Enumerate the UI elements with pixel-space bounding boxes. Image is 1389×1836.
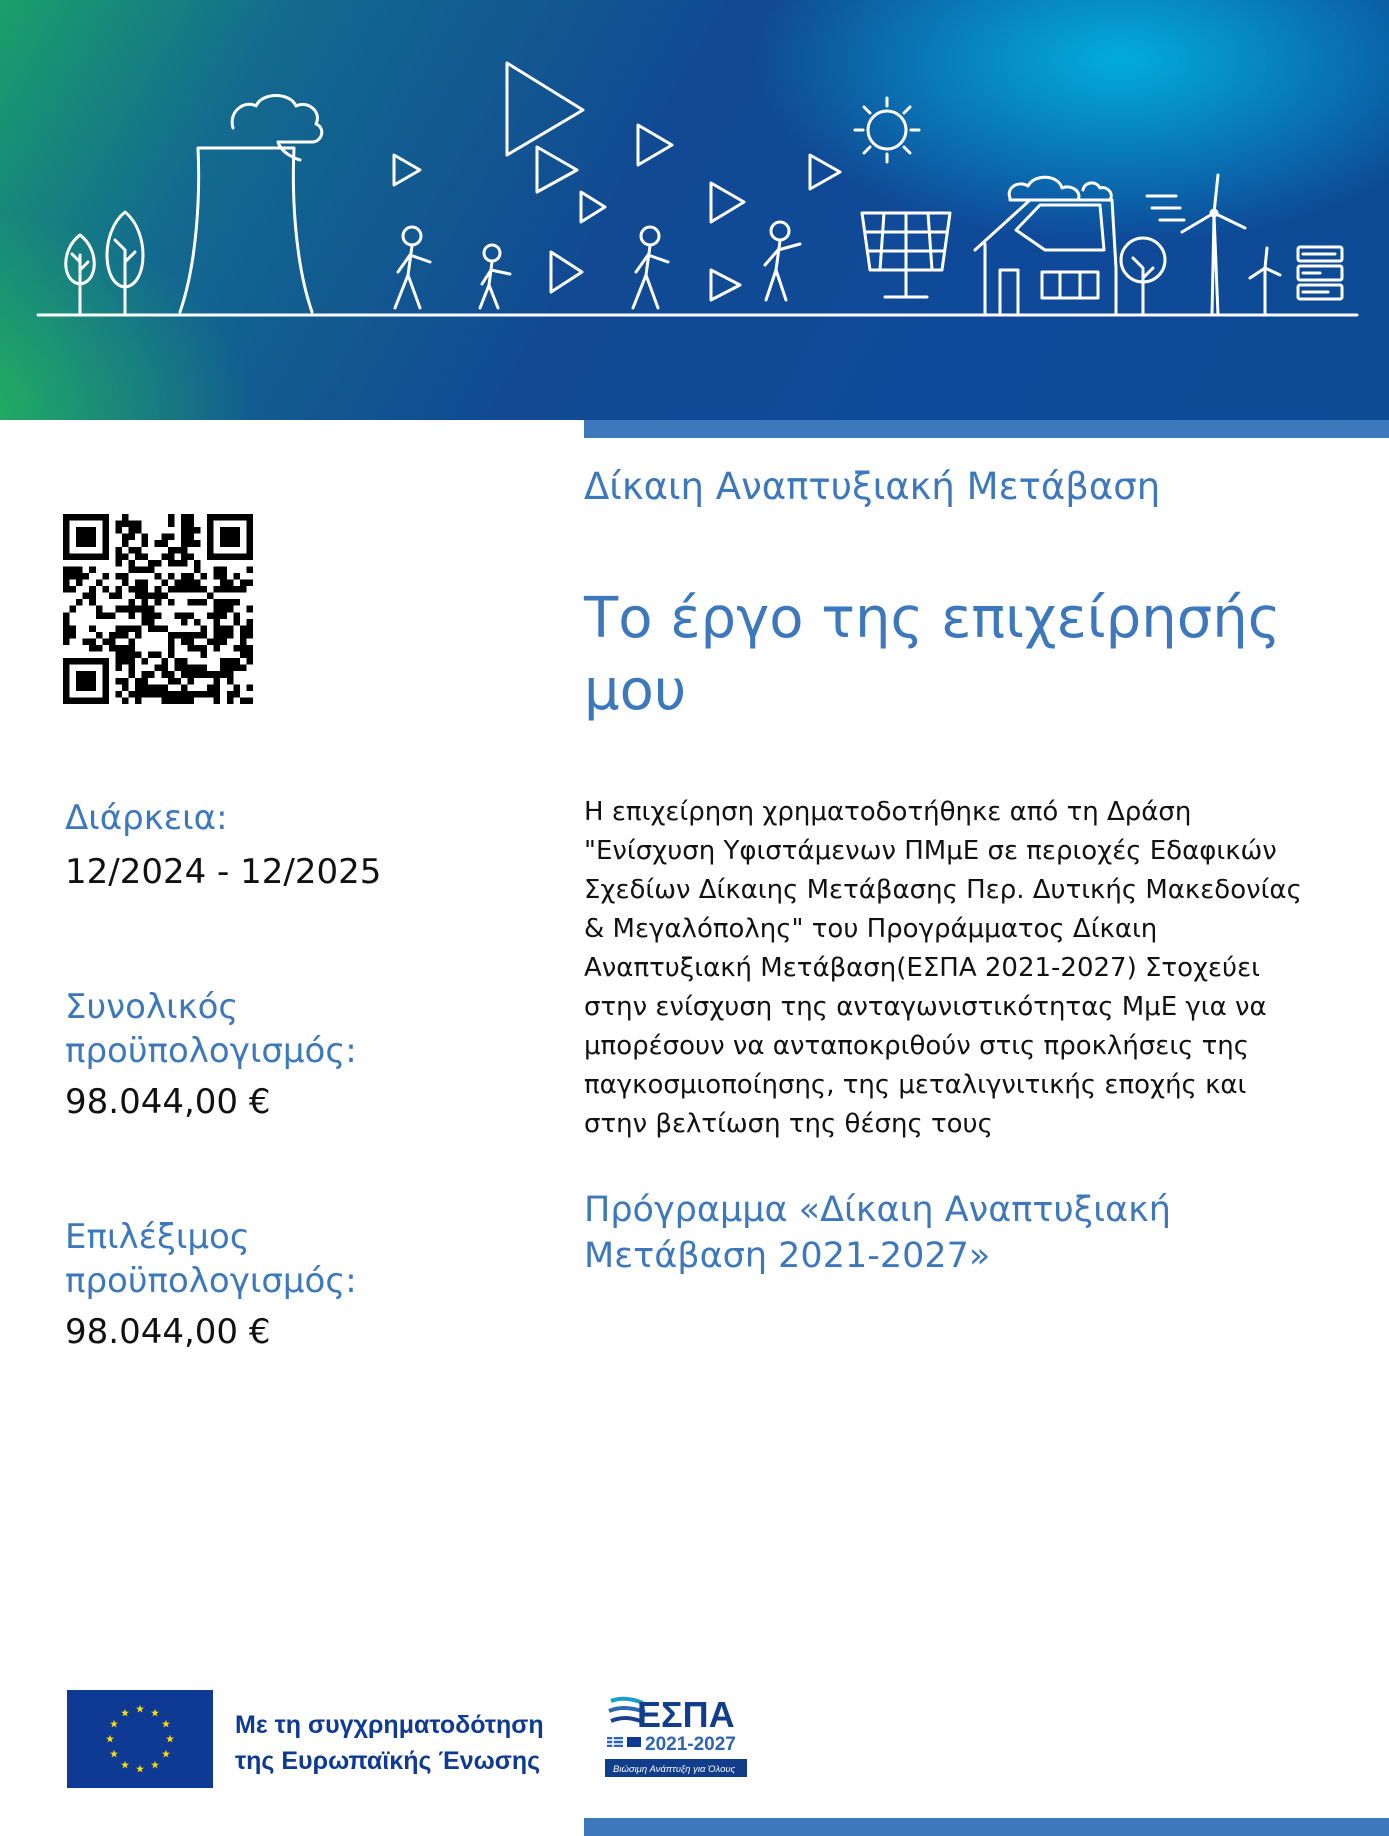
program-footer xyxy=(584,1187,1284,1279)
duration-label: Διάρκεια: xyxy=(65,798,228,838)
espa-logo-text: ΕΣΠΑ xyxy=(637,1694,735,1735)
project-title xyxy=(584,583,1344,727)
banner-illustration xyxy=(0,0,1389,420)
description-line: Αναπτυξιακή Μετάβαση(ΕΣΠΑ 2021-2027) Στοχεύει xyxy=(584,953,1260,983)
total-budget-value: 98.044,00 € xyxy=(65,1082,271,1122)
eu-flag-logo xyxy=(67,1690,213,1788)
program-footer-line2: Μετάβαση 2021-2027» xyxy=(584,1236,991,1276)
eu-star-icon xyxy=(151,1709,159,1717)
accent-bar-top xyxy=(584,420,1389,438)
tree-icon xyxy=(66,235,95,315)
house-icon xyxy=(975,200,1116,315)
project-title-line2: μου xyxy=(584,658,687,723)
description-line: στην βελτίωση της θέσης τους xyxy=(584,1109,993,1139)
description-line: παγκοσμιοποίησης, της μεταλιγνιτικής εποχής και xyxy=(584,1070,1247,1100)
duration-value: 12/2024 - 12/2025 xyxy=(65,852,382,892)
description-line: "Ενίσχυση Υφιστάμενων ΠΜμΕ σε περιοχές Εδαφικών xyxy=(584,836,1277,866)
cloud-icon xyxy=(1009,177,1111,200)
eu-text-line1: Με τη συγχρηματοδότηση xyxy=(235,1711,544,1739)
tree-icon xyxy=(1121,238,1165,315)
eligible-budget-value: 98.044,00 € xyxy=(65,1312,271,1352)
total-budget-label xyxy=(65,985,357,1073)
cloud-icon xyxy=(232,96,322,161)
eligible-budget-label xyxy=(65,1215,357,1303)
description-line: Η επιχείρηση χρηματοδοτήθηκε από τη Δράση xyxy=(584,797,1192,827)
eu-star-icon xyxy=(106,1735,114,1743)
person-walking-icon xyxy=(633,227,668,308)
eu-star-icon xyxy=(110,1720,118,1728)
person-walking-icon xyxy=(395,227,430,308)
qr-code xyxy=(63,514,253,704)
program-name: Δίκαιη Αναπτυξιακή Μετάβαση xyxy=(584,465,1161,508)
wind-turbine-icon xyxy=(1250,248,1280,315)
eligible-budget-label-line2: προϋπολογισμός: xyxy=(65,1261,357,1301)
project-description xyxy=(584,793,1314,1144)
total-budget-label-line2: προϋπολογισμός: xyxy=(65,1031,357,1071)
eu-star-icon xyxy=(162,1720,170,1728)
play-triangle-icon xyxy=(394,63,840,300)
eu-star-icon xyxy=(136,1705,144,1713)
eu-star-icon xyxy=(110,1750,118,1758)
eu-star-icon xyxy=(136,1765,144,1773)
total-budget-label-line1: Συνολικός xyxy=(65,987,239,1027)
eu-star-icon xyxy=(151,1761,159,1769)
wind-turbine-icon xyxy=(1147,175,1245,315)
sun-icon xyxy=(855,98,919,162)
person-walking-icon xyxy=(765,222,800,300)
accent-bar-bottom xyxy=(584,1818,1389,1836)
eu-star-icon xyxy=(121,1761,129,1769)
battery-icon xyxy=(1298,247,1342,299)
espa-logo xyxy=(603,1693,755,1785)
factory-icon xyxy=(180,148,312,312)
description-line: μπορέσουν να ανταποκριθούν στις προκλήσεις της xyxy=(584,1031,1250,1061)
description-line: & Μεγαλόπολης" του Προγράμματος Δίκαιη xyxy=(584,914,1158,944)
eu-cofunding-text xyxy=(235,1707,544,1779)
eu-star-icon xyxy=(162,1750,170,1758)
program-footer-line1: Πρόγραμμα «Δίκαιη Αναπτυξιακή xyxy=(584,1190,1171,1230)
project-title-line1: Το έργο της επιχείρησής xyxy=(584,586,1281,651)
description-line: στην ενίσχυση της ανταγωνιστικότητας ΜμΕ για να xyxy=(584,992,1267,1022)
espa-years: 2021-2027 xyxy=(645,1734,736,1755)
espa-tagline: Βιώσιμη Ανάπτυξη για Όλους xyxy=(613,1764,736,1775)
eligible-budget-label-line1: Επιλέξιμος xyxy=(65,1217,250,1257)
solar-panel-icon xyxy=(862,213,950,297)
tree-icon xyxy=(107,212,143,315)
eu-text-line2: της Ευρωπαϊκής Ένωσης xyxy=(235,1747,541,1775)
description-line: Σχεδίων Δίκαιης Μετάβασης Περ. Δυτικής Μακεδονίας xyxy=(584,875,1302,905)
person-walking-icon xyxy=(480,245,510,308)
eu-stars-icon xyxy=(67,1690,213,1788)
eu-star-icon xyxy=(166,1735,174,1743)
header-banner xyxy=(0,0,1389,420)
eu-star-icon xyxy=(121,1709,129,1717)
